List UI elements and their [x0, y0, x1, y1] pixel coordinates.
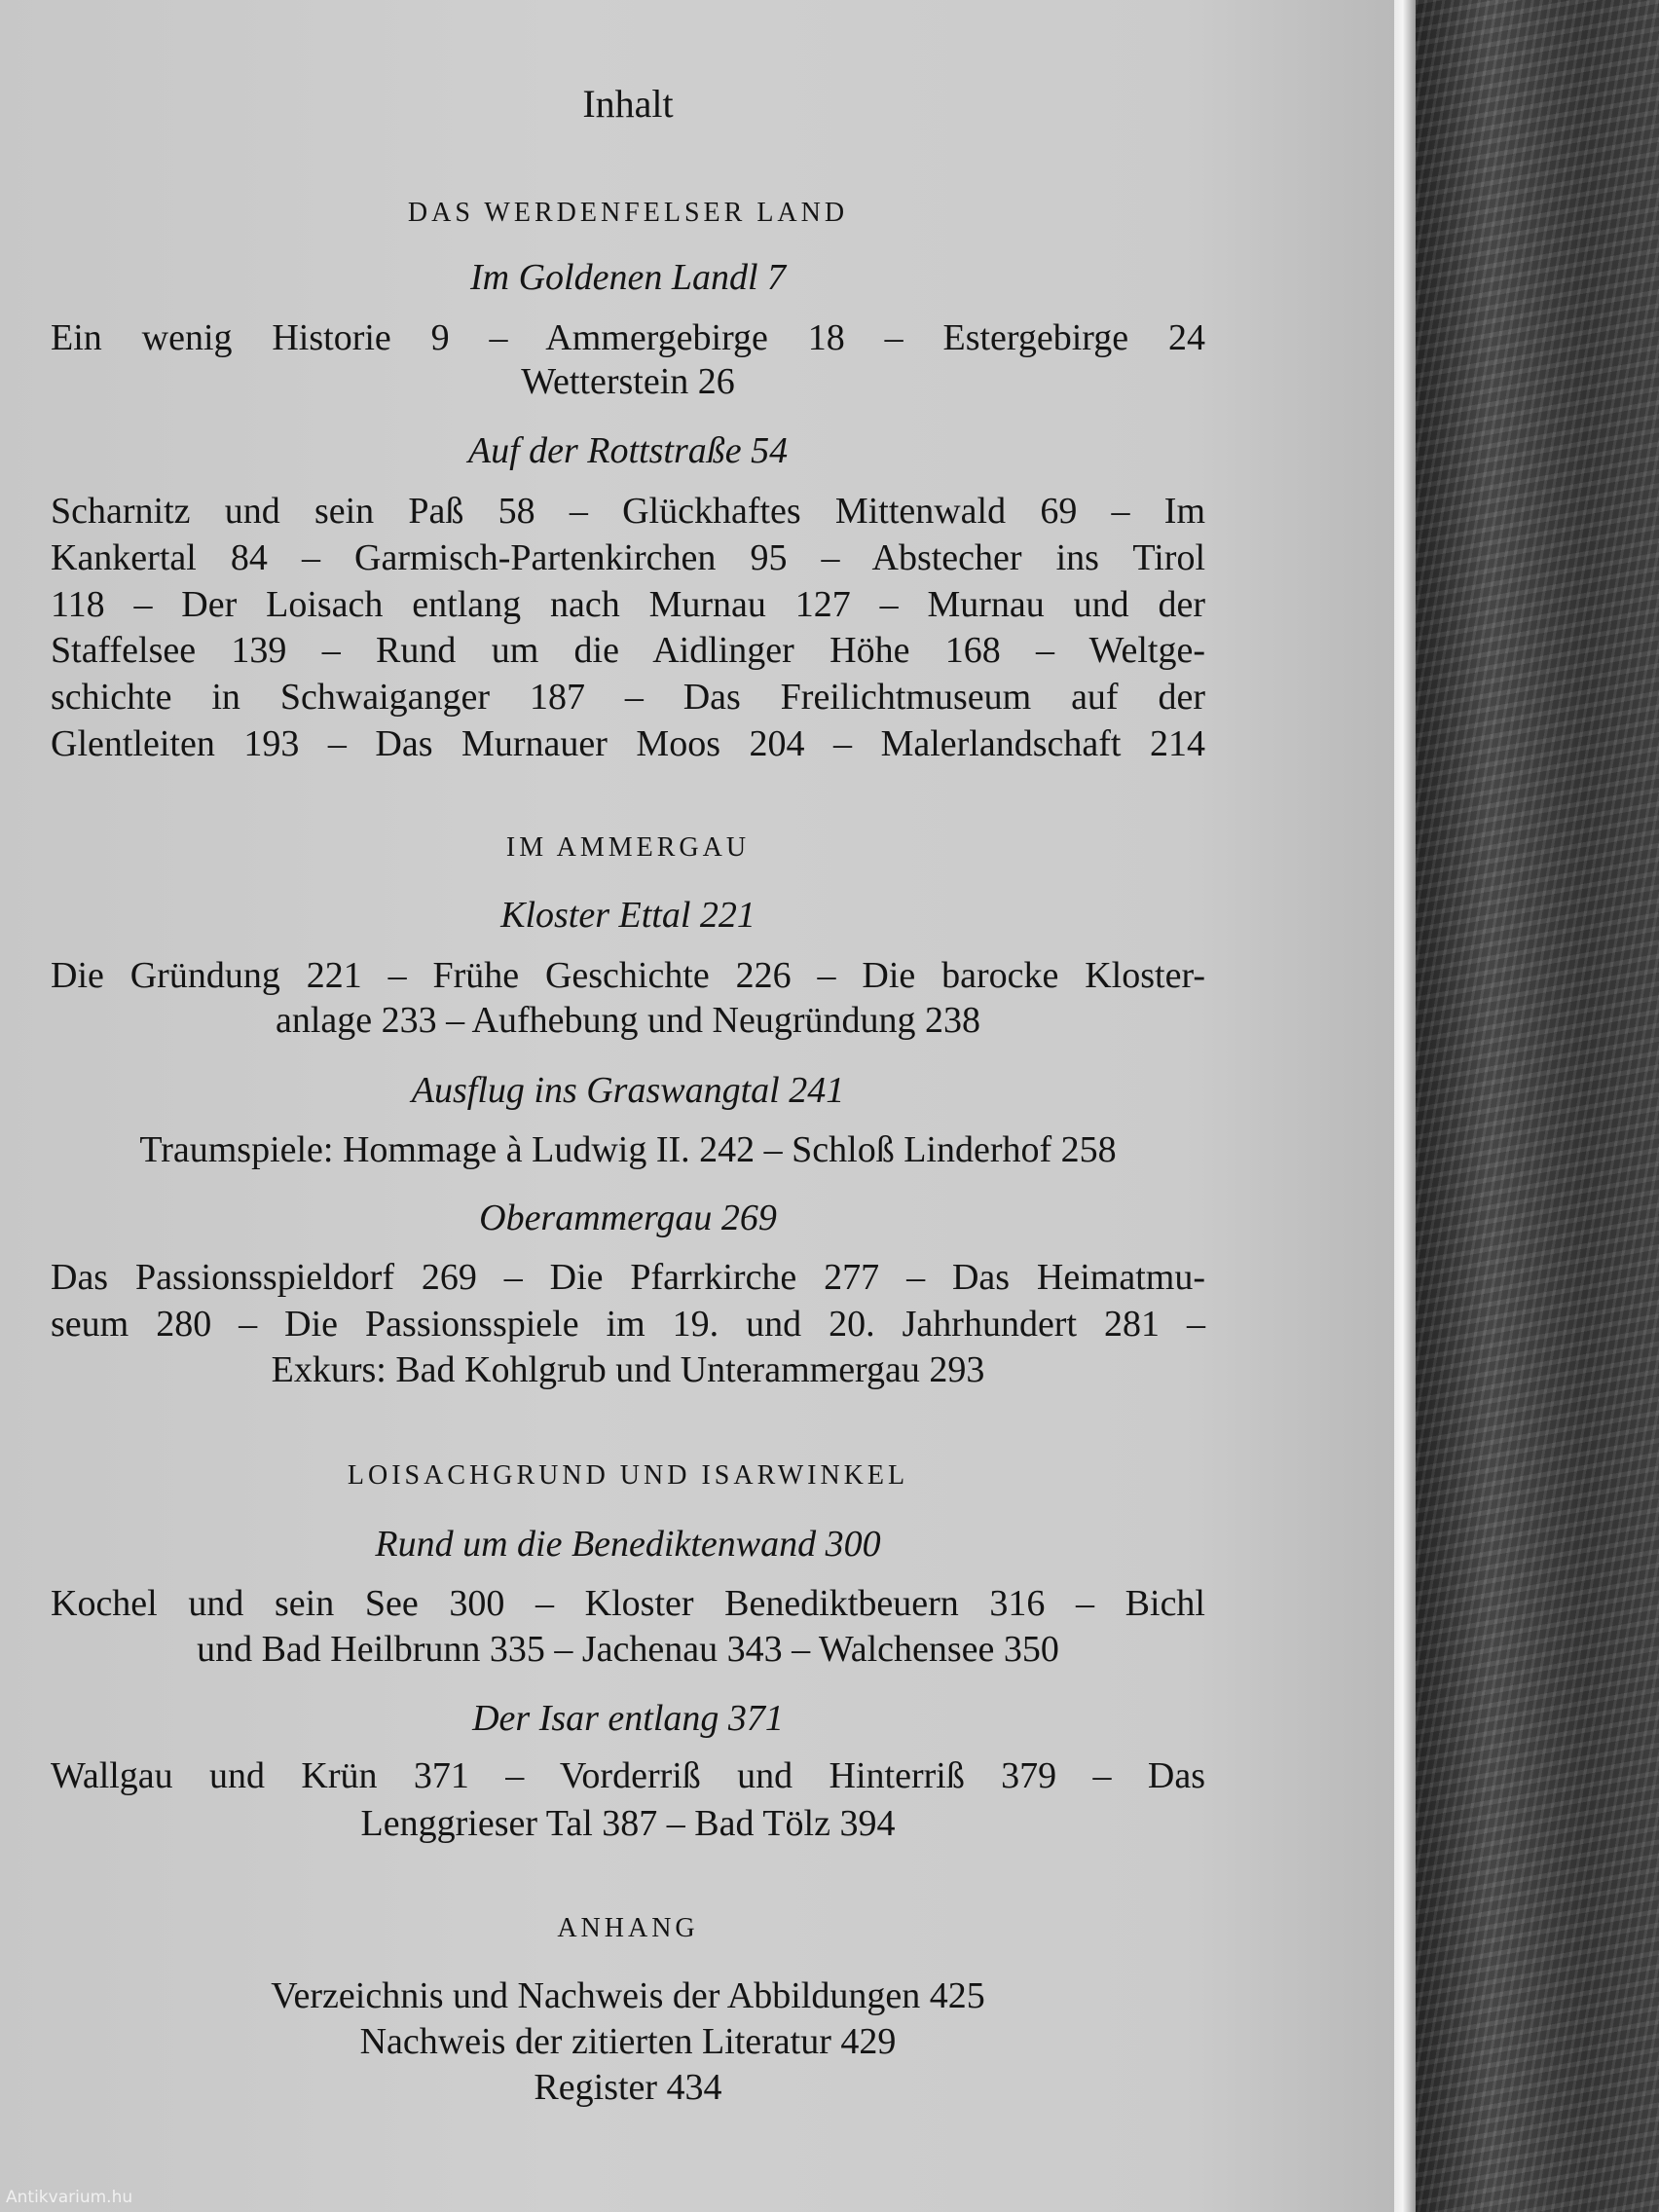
chapter-title: Im Goldenen Landl 7 — [469, 257, 787, 298]
toc-entry-line: Das Passionsspieldorf 269 – Die Pfarrkirche 277 – Das Heimatmu- — [51, 1257, 1205, 1298]
toc-entry-line: Staffelsee 139 – Rund um die Aidlinger Höhe 168 – Weltge- — [51, 630, 1205, 671]
toc-entry-line: Scharnitz und sein Paß 58 – Glückhaftes Mittenwald 69 – Im — [51, 491, 1205, 532]
section-heading: IM AMMERGAU — [505, 832, 751, 863]
toc-entry-line: Nachweis der zitierten Literatur 429 — [359, 2021, 897, 2062]
toc-entry-line: Ein wenig Historie 9 – Ammergebirge 18 – Estergebirge 24 — [51, 317, 1205, 358]
toc-entry-line: Wetterstein 26 — [521, 361, 735, 402]
toc-entry-line: anlage 233 – Aufhebung und Neugründung 238 — [276, 1000, 980, 1041]
chapter-title: Rund um die Benediktenwand 300 — [375, 1524, 881, 1565]
toc-entry-line: Wallgau und Krün 371 – Vorderriß und Hinterriß 379 – Das — [51, 1755, 1205, 1796]
toc-entry-line: Register 434 — [534, 2067, 722, 2108]
section-heading: ANHANG — [557, 1913, 699, 1943]
page-edge — [1394, 0, 1416, 2212]
toc-entry-line: seum 280 – Die Passionsspiele im 19. und 20. Jahrhundert 281 – — [51, 1304, 1205, 1345]
chapter-title: Kloster Ettal 221 — [500, 895, 756, 936]
book-cover — [1416, 0, 1659, 2212]
toc-entry-line: Kankertal 84 – Garmisch-Partenkirchen 95 – Abstecher ins Tirol — [51, 537, 1205, 578]
toc-entry-line: schichte in Schwaiganger 187 – Das Freilichtmuseum auf der — [51, 677, 1205, 718]
toc-entry-line: und Bad Heilbrunn 335 – Jachenau 343 – Walchensee 350 — [197, 1629, 1059, 1670]
toc-entry-line: Glentleiten 193 – Das Murnauer Moos 204 – Malerlandschaft 214 — [51, 723, 1205, 764]
chapter-title: Oberammergau 269 — [479, 1198, 777, 1238]
section-heading: DAS WERDENFELSER LAND — [407, 198, 849, 228]
page-title: Inhalt — [582, 82, 674, 126]
chapter-title: Ausflug ins Graswangtal 241 — [411, 1070, 845, 1111]
toc-entry-line: Traumspiele: Hommage à Ludwig II. 242 – Schloß Linderhof 258 — [139, 1129, 1117, 1170]
chapter-title: Der Isar entlang 371 — [472, 1698, 784, 1739]
toc-entry-line: 118 – Der Loisach entlang nach Murnau 127 – Murnau und der — [51, 584, 1205, 625]
section-heading: LOISACHGRUND UND ISARWINKEL — [347, 1460, 909, 1491]
toc-entry-line: Exkurs: Bad Kohlgrub und Unterammergau 293 — [271, 1349, 985, 1390]
toc-entry-line: Die Gründung 221 – Frühe Geschichte 226 – Die barocke Kloster- — [51, 955, 1205, 996]
toc-entry-line: Lenggrieser Tal 387 – Bad Tölz 394 — [360, 1803, 896, 1844]
toc-entry-line: Kochel und sein See 300 – Kloster Benediktbeuern 316 – Bichl — [51, 1583, 1205, 1624]
chapter-title: Auf der Rottstraße 54 — [467, 430, 789, 471]
watermark: Antikvarium.hu — [6, 2188, 133, 2207]
toc-entry-line: Verzeichnis und Nachweis der Abbildungen 425 — [271, 1975, 985, 2016]
